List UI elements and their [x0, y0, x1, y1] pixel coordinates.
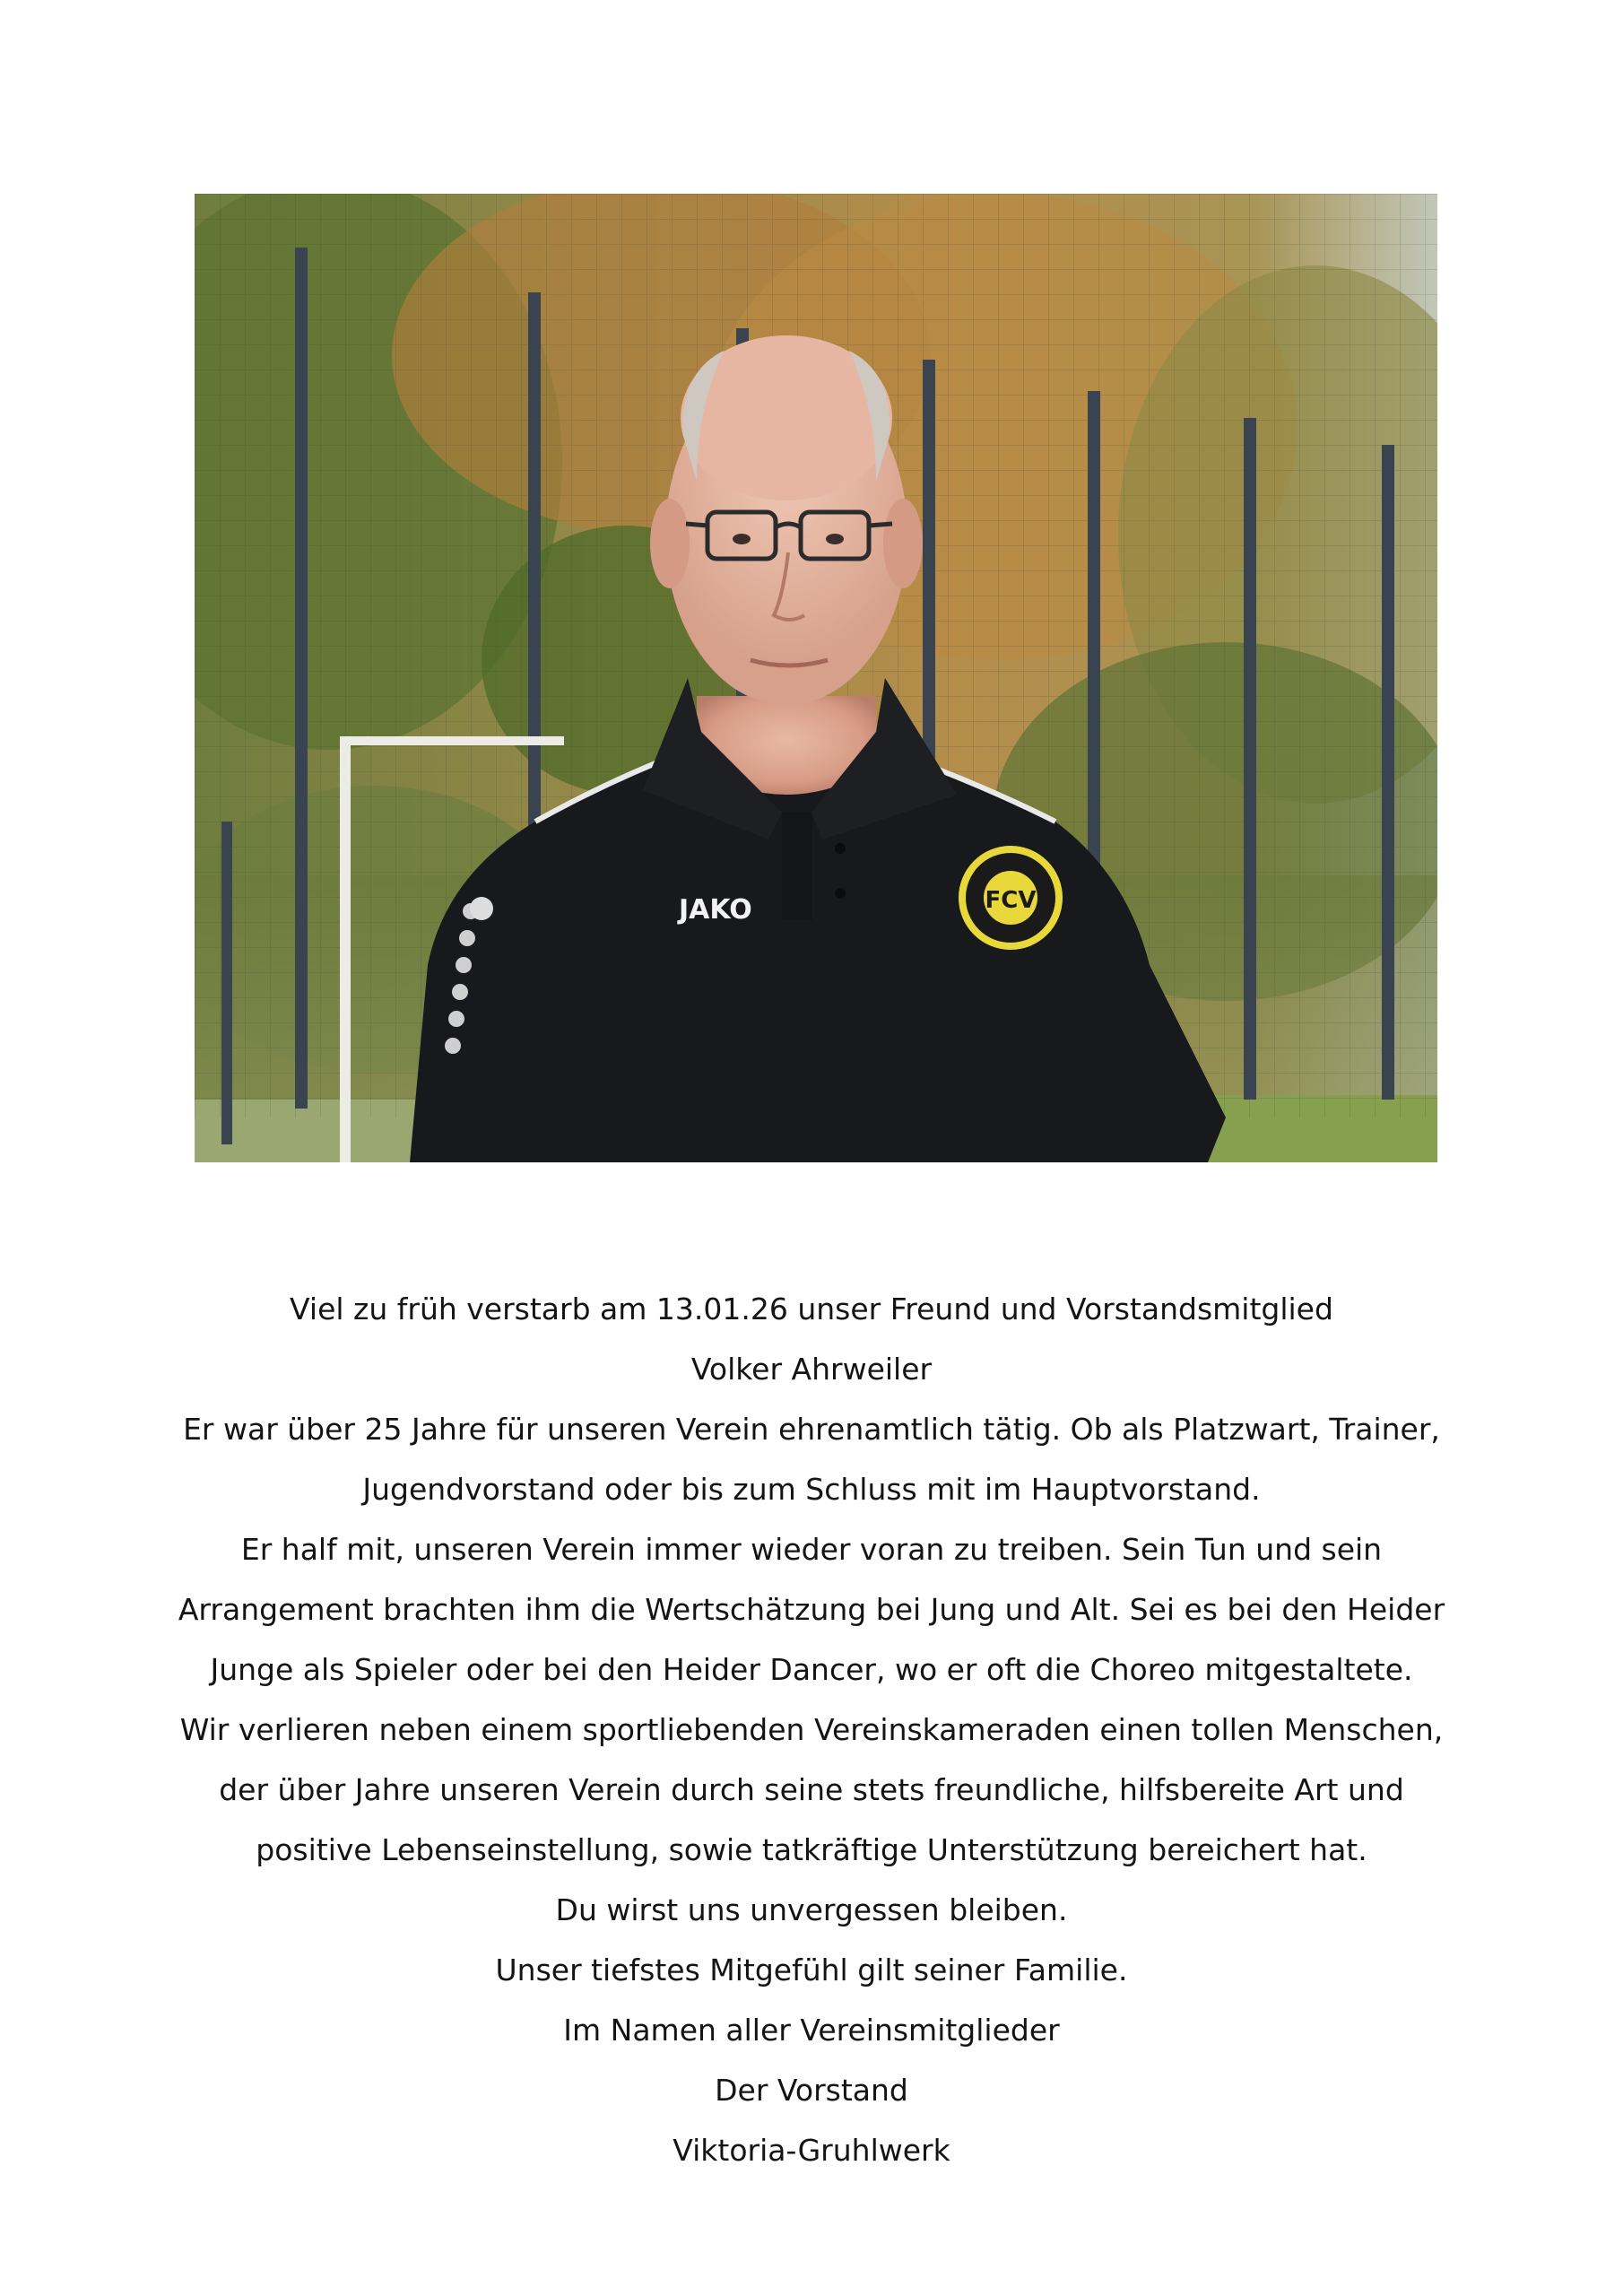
- notice-line-3: Er war über 25 Jahre für unseren Verein ehrenamtlich tätig. Ob als Platzwart, Trainer,: [183, 1412, 1440, 1447]
- club-crest-icon: [959, 846, 1063, 950]
- signature-club: Viktoria-Gruhlwerk: [673, 2133, 950, 2168]
- notice-line-6: Arrangement brachten ihm die Wertschätzung bei Jung und Alt. Sei es bei den Heider: [178, 1592, 1445, 1627]
- notice-line-7: Junge als Spieler oder bei den Heider Dancer, wo er oft die Choreo mitgestaltete.: [210, 1652, 1413, 1687]
- deceased-name: Volker Ahrweiler: [690, 1352, 933, 1387]
- notice-line-1: Viel zu früh verstarb am 13.01.26 unser Freund und Vorstandsmitglied: [290, 1292, 1333, 1326]
- notice-line-13: Im Namen aller Vereinsmitglieder: [563, 2013, 1060, 2048]
- memorial-photo: [195, 194, 1437, 1162]
- jersey-brand-text: JAKO: [679, 894, 752, 926]
- crest-letters: FCV: [985, 887, 1037, 914]
- signature-board: Der Vorstand: [715, 2073, 908, 2108]
- notice-line-12: Unser tiefstes Mitgefühl gilt seiner Familie.: [495, 1952, 1128, 1987]
- notice-line-8: Wir verlieren neben einem sportliebenden Vereinskameraden einen tollen Menschen,: [179, 1712, 1444, 1747]
- notice-line-5: Er half mit, unseren Verein immer wieder voran zu treiben. Sein Tun und sein: [240, 1532, 1383, 1567]
- notice-line-9: der über Jahre unseren Verein durch seine stets freundliche, hilfsbereite Art und: [219, 1772, 1404, 1807]
- notice-line-10: positive Lebenseinstellung, sowie tatkräftige Unterstützung bereichert hat.: [256, 1832, 1367, 1867]
- notice-line-4: Jugendvorstand oder bis zum Schluss mit im Hauptvorstand.: [362, 1472, 1261, 1507]
- memorial-text: [161, 1279, 1462, 2180]
- notice-line-11: Du wirst uns unvergessen bleiben.: [555, 1892, 1068, 1927]
